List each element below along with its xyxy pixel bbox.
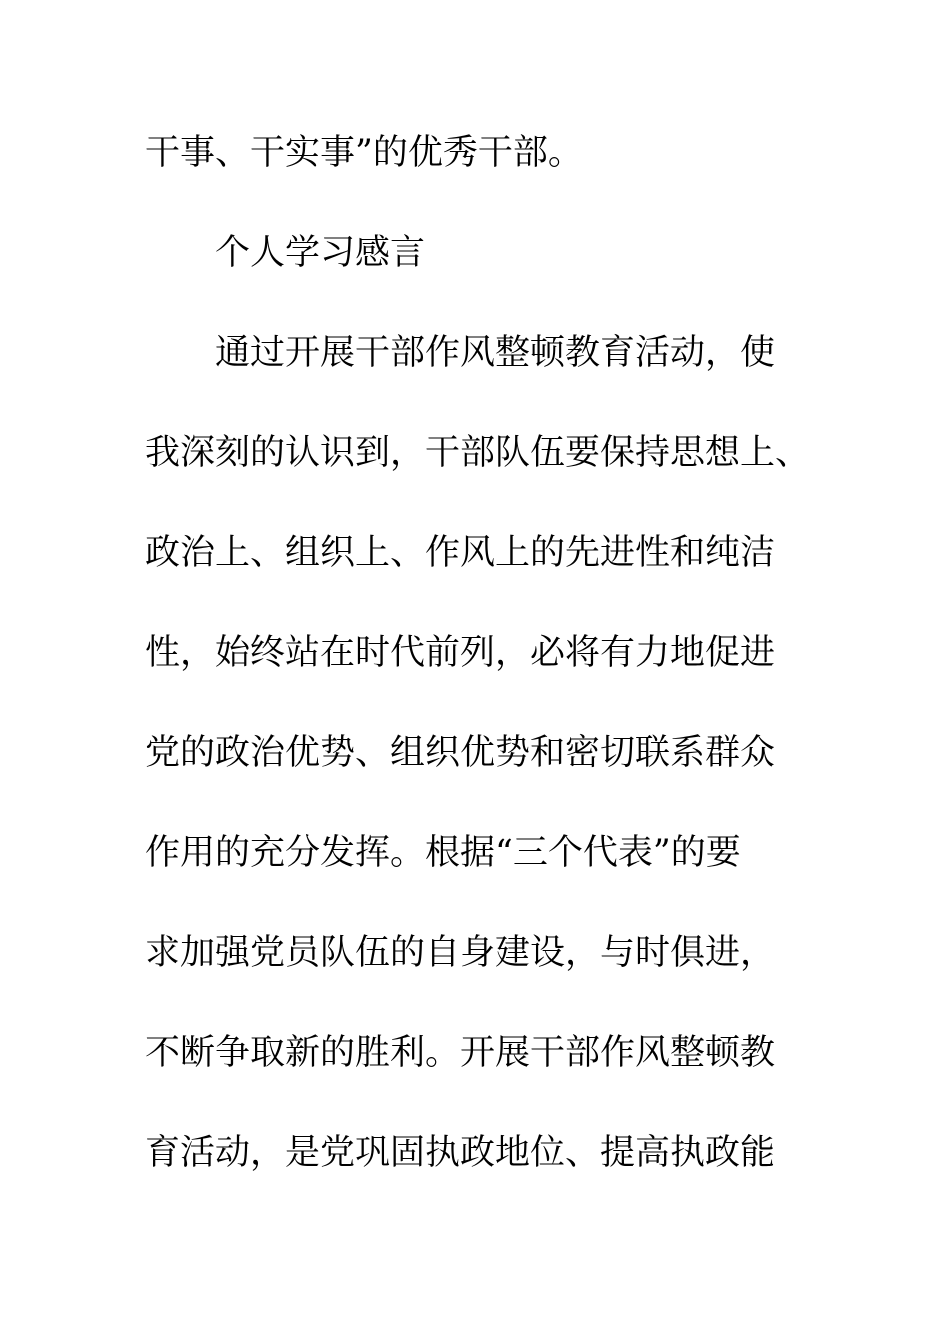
paragraph-line: 作用的充分发挥。根据“三个代表”的要: [145, 833, 741, 873]
paragraph-line: 政治上、组织上、作风上的先进性和纯洁: [145, 533, 776, 573]
paragraph-line: 党的政治优势、组织优势和密切联系群众: [145, 733, 776, 773]
paragraph-line: 我深刻的认识到，干部队伍要保持思想上、: [145, 433, 811, 473]
section-heading: 个人学习感言: [215, 233, 426, 273]
paragraph-first-line: 通过开展干部作风整顿教育活动，使: [215, 333, 776, 373]
paragraph-line: 性，始终站在时代前列，必将有力地促进: [145, 633, 776, 673]
paragraph-line: 干事、干实事”的优秀干部。: [145, 133, 583, 173]
paragraph-line: 求加强党员队伍的自身建设，与时俱进，: [145, 933, 776, 973]
paragraph-line: 不断争取新的胜利。开展干部作风整顿教: [145, 1033, 776, 1073]
paragraph-line: 育活动，是党巩固执政地位、提高执政能: [145, 1133, 776, 1173]
